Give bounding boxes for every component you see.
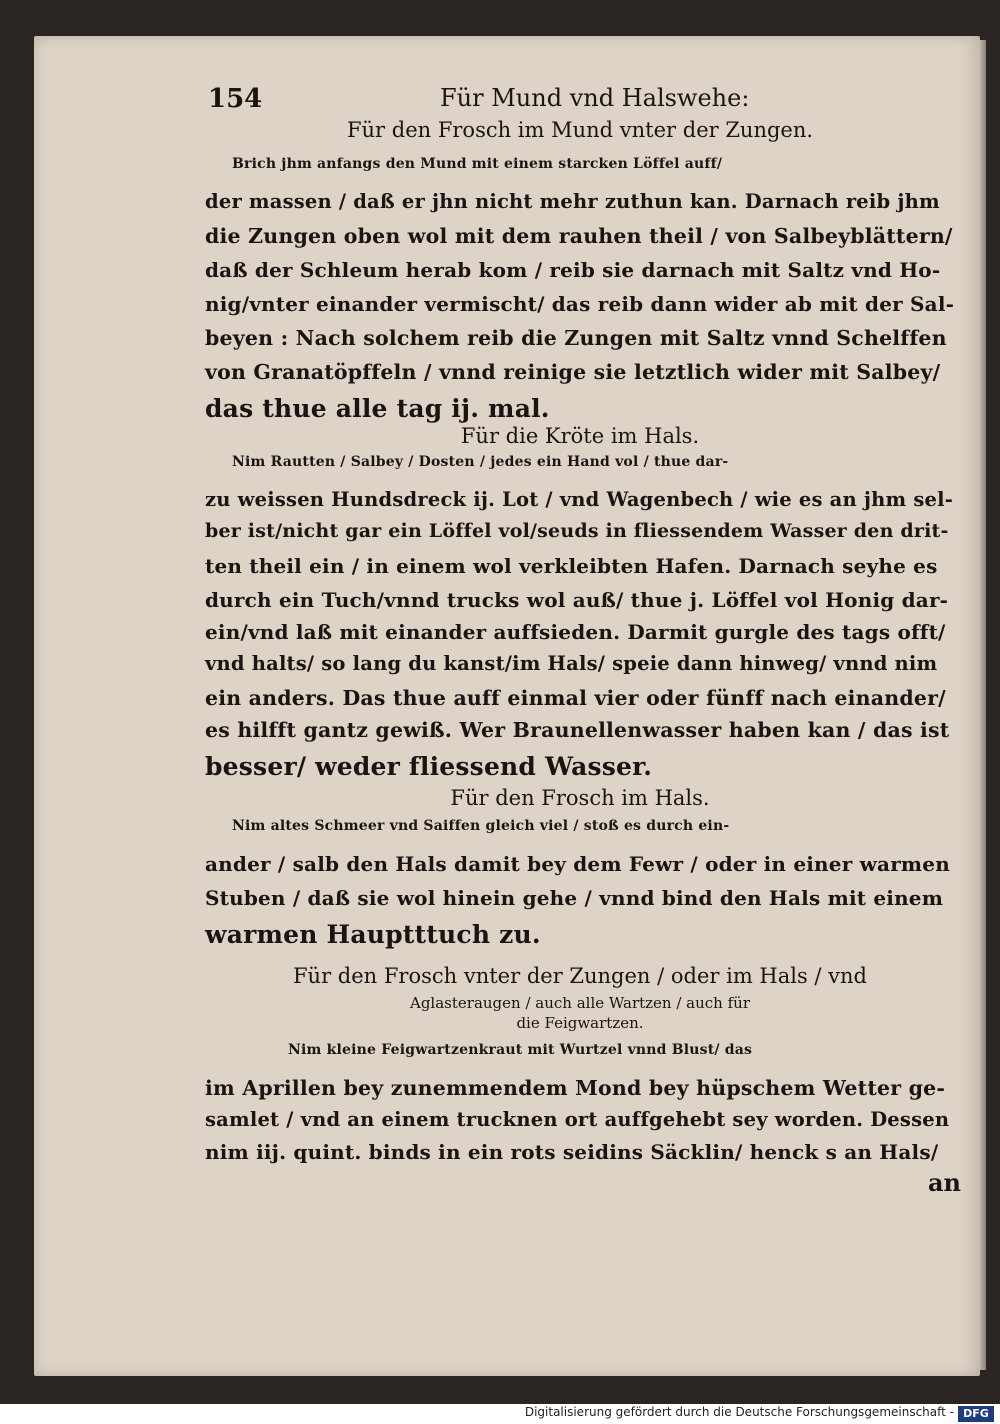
footer-credit: Digitalisierung gefördert durch die Deutsche Forschungsgemeinschaft -	[524, 1405, 954, 1419]
text-line: es hilfft gantz gewiß. Wer Braunellenwasser haben kan / das ist	[205, 718, 950, 742]
text-line: daß der Schleum herab kom / reib sie darnach mit Saltz vnd Ho-	[205, 258, 941, 282]
text-line: ein/vnd laß mit einander auffsieden. Darmit gurgle des tags offt/	[205, 620, 946, 644]
text-line: nim iij. quint. binds in ein rots seidins Säcklin/ henck s an Hals/	[205, 1140, 939, 1164]
catchword: an	[928, 1168, 961, 1197]
text-line: ein anders. Das thue auff einmal vier oder fünff nach einander/	[205, 686, 946, 710]
running-head: Für Mund vnd Halswehe:	[440, 84, 750, 112]
text-line: die Zungen oben wol mit dem rauhen theil / von Salbeyblättern/	[205, 224, 953, 248]
text-line: der massen / daß er jhn nicht mehr zuthun kan. Darnach reib jhm	[205, 190, 940, 213]
text-line: Brich jhm anfangs den Mund mit einem starcken Löffel auff/	[232, 156, 723, 172]
text-line: Nim kleine Feigwartzenkraut mit Wurtzel vnnd Blust/ das	[288, 1042, 753, 1058]
text-line: Stuben / daß sie wol hinein gehe / vnnd bind den Hals mit einem	[205, 886, 944, 910]
text-line: beyen : Nach solchem reib die Zungen mit Saltz vnnd Schelffen	[205, 326, 947, 350]
section-heading: Für den Frosch im Mund vnter der Zungen.	[346, 118, 814, 142]
page-edge	[980, 40, 986, 1370]
text-line: ander / salb den Hals damit bey dem Fewr / oder in einer warmen	[205, 852, 950, 876]
section-heading: Für die Kröte im Hals.	[460, 424, 700, 448]
text-line: Nim altes Schmeer vnd Saiffen gleich viel / stoß es durch ein-	[232, 818, 730, 834]
text-line: zu weissen Hundsdreck ij. Lot / vnd Wagenbech / wie es an jhm sel-	[205, 488, 954, 511]
section-heading: Für den Frosch im Hals.	[450, 786, 710, 810]
text-line: das thue alle tag ij. mal.	[205, 394, 550, 423]
text-line: ten theil ein / in einem wol verkleibten Hafen. Darnach seyhe es	[205, 554, 938, 578]
text-line: von Granatöpffeln / vnnd reinige sie letztlich wider mit Salbey/	[205, 360, 941, 384]
section-heading: Für den Frosch vnter der Zungen / oder im Hals / vnd	[292, 964, 867, 988]
text-line: ber ist/nicht gar ein Löffel vol/seuds in fliessendem Wasser den drit-	[205, 520, 949, 542]
text-line: im Aprillen bey zunemmendem Mond bey hüpschem Wetter ge-	[205, 1076, 946, 1100]
text-line: vnd halts/ so lang du kanst/im Hals/ speie dann hinweg/ vnnd nim	[205, 652, 938, 675]
dfg-logo: DFG	[958, 1406, 994, 1422]
section-subheading: Aglasteraugen / auch alle Wartzen / auch für	[410, 994, 750, 1012]
text-line: durch ein Tuch/vnnd trucks wol auß/ thue j. Löffel vol Honig dar-	[205, 588, 949, 612]
section-subheading: die Feigwartzen.	[516, 1014, 644, 1032]
text-line: nig/vnter einander vermischt/ das reib dann wider ab mit der Sal-	[205, 292, 955, 316]
text-line: warmen Hauptttuch zu.	[205, 920, 541, 949]
page-number: 154	[208, 84, 263, 114]
text-line: samlet / vnd an einem trucknen ort auffgehebt sey worden. Dessen	[205, 1108, 950, 1131]
text-line: besser/ weder fliessend Wasser.	[205, 752, 653, 781]
text-line: Nim Rautten / Salbey / Dosten / jedes ein Hand vol / thue dar-	[232, 454, 729, 470]
